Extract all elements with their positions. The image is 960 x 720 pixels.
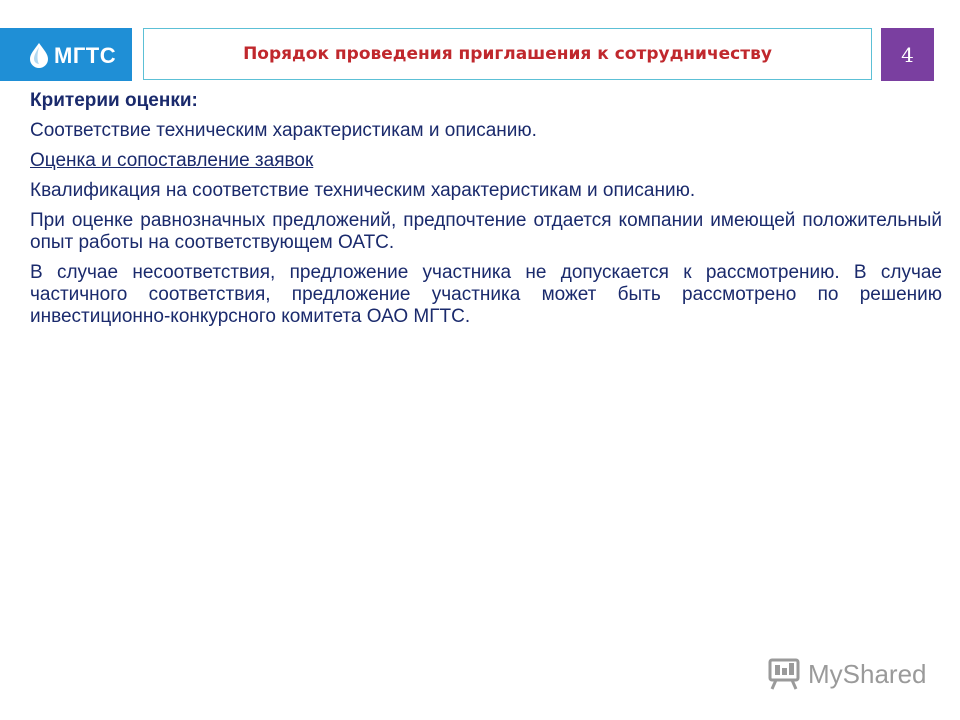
criteria-line-3: Квалификация на соответствие техническим характеристикам и описанию.	[30, 180, 696, 201]
logo-text: МГТС	[54, 43, 117, 68]
slide-title: Порядок проведения приглашения к сотрудничеству	[243, 44, 772, 64]
page-number-box	[881, 28, 934, 81]
paragraph-nonconformity: В случае несоответствия, предложение участника не допускается к рассмотрению. В случае частичного соответствия, предложение участника может быть рассмотрено по решению инвестиционно-конкурсного комитета ОАО МГТС.	[30, 262, 942, 327]
criteria-line-2	[30, 150, 942, 172]
criteria-line-1: Соответствие техническим характеристикам и описанию.	[30, 120, 537, 141]
criteria-line-2-text: Оценка и сопоставление заявок	[30, 150, 314, 171]
paragraph-preference: При оценке равнозначных предложений, предпочтение отдается компании имеющей положительный опыт работы на соответствующем ОАТС.	[30, 210, 942, 253]
watermark-text: MyShared	[808, 658, 927, 689]
company-logo	[0, 28, 132, 81]
criteria-heading: Критерии оценки:	[30, 90, 198, 111]
watermark	[766, 656, 927, 692]
page-number: 4	[901, 42, 914, 67]
slide-title-box	[143, 28, 872, 80]
logo-drop-icon	[28, 42, 50, 68]
presentation-board-icon	[766, 657, 802, 691]
slide-content	[30, 90, 942, 336]
